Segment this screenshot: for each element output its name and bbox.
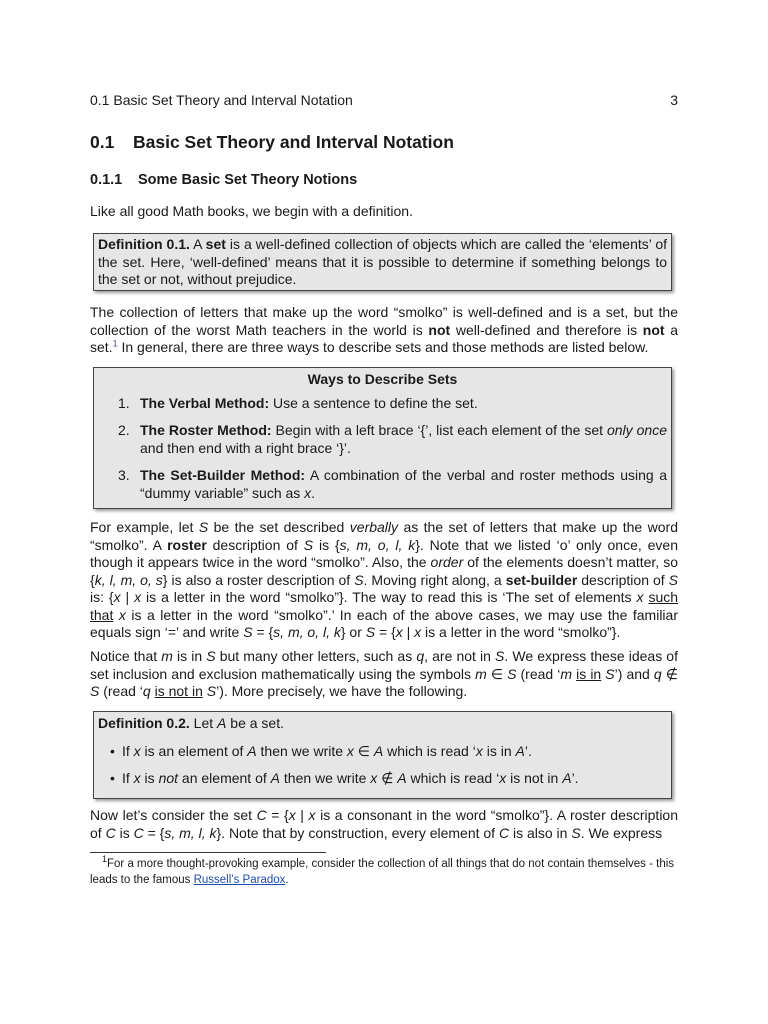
- section-heading: [90, 132, 454, 153]
- subsection-number: 0.1.1: [90, 172, 123, 188]
- definition-2-text: Definition 0.2. Let A be a set.: [98, 715, 284, 731]
- footnote-ref[interactable]: 1: [112, 338, 118, 349]
- running-header-title: 0.1 Basic Set Theory and Interval Notation: [90, 92, 353, 108]
- list-item: 2. The Roster Method: Begin with a left brace ‘{’, list each element of the set only once and then end with a right brace ‘}’.: [118, 422, 667, 456]
- list-item: • If x is not an element of A then we write x ∉ A which is read ‘x is not in A’.: [122, 770, 667, 788]
- list-item: 1. The Verbal Method: Use a sentence to define the set.: [118, 394, 478, 411]
- definition-box-2: [93, 711, 672, 799]
- subsection-heading: [90, 172, 357, 188]
- ways-title: Ways to Describe Sets: [307, 371, 458, 387]
- definition-1-label: Definition 0.1.: [98, 236, 190, 252]
- subsection-title: Some Basic Set Theory Notions: [138, 172, 358, 188]
- footnote-rule: [90, 852, 326, 853]
- ways-box: [93, 367, 672, 509]
- section-title: Basic Set Theory and Interval Notation: [133, 132, 454, 152]
- list-item: 3. The Set-Builder Method: A combination of the verbal and roster methods using a “dummy variable” such as x.: [118, 467, 667, 501]
- russells-paradox-link[interactable]: Russell’s Paradox: [193, 874, 286, 886]
- list-item: • If x is an element of A then we write x ∈ A which is read ‘x is in A’.: [122, 743, 667, 761]
- definition-2-label: Definition 0.2.: [98, 715, 190, 731]
- paragraph-set-examples: The collection of letters that make up the word “smolko” is well-defined and is a set, but the collection of the worst Math teachers in the world is not well-defined and therefore is not a set.$^1$ In general, there are three ways to describe sets and those methods are listed below.: [90, 304, 678, 355]
- section-number: 0.1: [90, 132, 115, 152]
- paragraph-membership: Notice that m is in S but many other letters, such as q, are not in S. We express these ideas of set inclusion and exclusion mathematically using the symbols m ∈ S (read ‘m is in S’) and q ∉ S (read ‘q is not in S’). More precisely, we have the following.: [90, 648, 678, 699]
- ways-list: [98, 395, 667, 503]
- definition-box-1: [93, 233, 672, 291]
- page-number: 3: [670, 92, 678, 108]
- footnote: $^1$For a more thought-provoking example, consider the collection of all things that do not contain themselves - this leads to the famous Russell’s Paradox.: [90, 854, 675, 886]
- definition-2-bullets: [98, 743, 667, 788]
- paragraph-roster-example: For example, let S be the set described verbally as the set of letters that make up the word “smolko”. A roster description of S is {s, m, o, l, k}. Note that we listed ‘o’ only once, even though it appears twice in the word “smolko”. Also, the order of the elements doesn’t matter, so {k, l, m, o, s} is also a roster description of S. Moving right along, a set-builder description of S is: {x | x is a letter in the word “smolko”}. The way to read this is ‘The set of elements x such that x is a letter in the word “smolko”.’ In each of the above cases, we may use the familiar equals sign ‘=’ and write S = {s, m, o, l, k} or S = {x | x is a letter in the word “smolko”}.: [90, 519, 679, 640]
- intro-paragraph: Like all good Math books, we begin with a definition.: [90, 203, 413, 219]
- definition-1-text: Definition 0.1. A set is a well-defined collection of objects which are called the ‘elements’ of the set. Here, ‘well-defined’ means that it is possible to determine if something belongs to the set or not, without prejudice.: [98, 236, 668, 287]
- paragraph-subset-intro: Now let’s consider the set C = {x | x is a consonant in the word “smolko”}. A roster description of C is C = {s, m, l, k}. Note that by construction, every element of C is also in S. We express: [90, 807, 679, 841]
